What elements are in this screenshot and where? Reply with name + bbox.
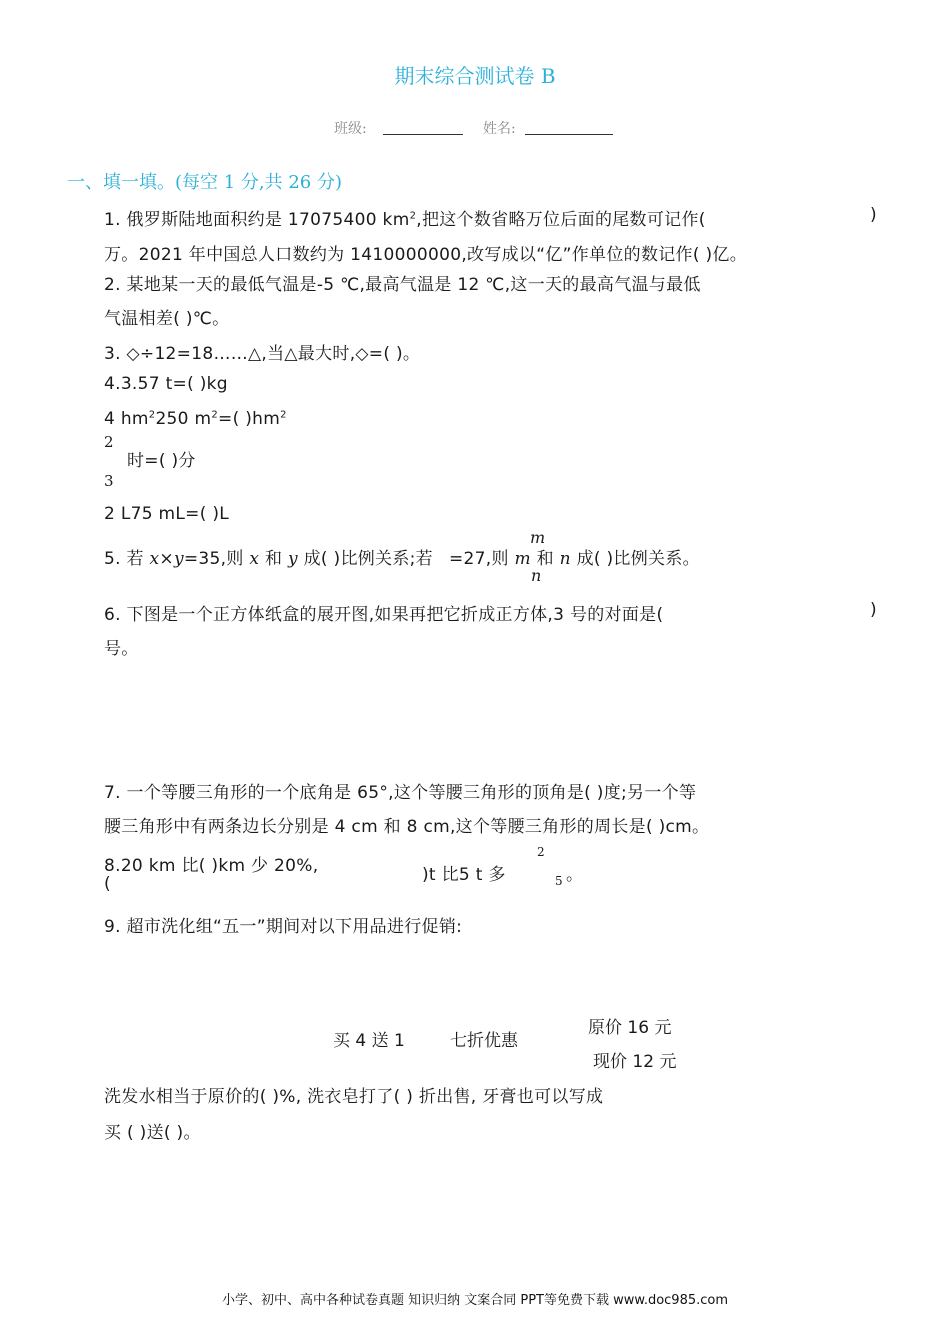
q4-text-b: 250 m — [155, 409, 212, 429]
q4-fraction-numerator: 2 — [104, 433, 114, 451]
section-heading: 一、填一填。(每空 1 分,共 26 分) — [67, 172, 343, 193]
q5-var-y2: y — [287, 549, 298, 569]
q1-text-a: 1. 俄罗斯陆地面积约是 17075400 km — [104, 210, 410, 230]
question-6-line-1: 6. 下图是一个正方体纸盒的展开图,如果再把它折成正方体,3 号的对面是( — [104, 605, 664, 625]
question-5 — [104, 544, 700, 569]
question-4-line-1: 4.3.57 t=( )kg — [104, 374, 228, 394]
q5-text-g: 成( )比例关系。 — [570, 549, 700, 569]
q8-end: 。 — [566, 865, 584, 885]
q5-text-b: =35,则 — [183, 549, 250, 569]
question-8-part-b: )t 比5 t 多 — [422, 865, 506, 885]
q5-text-e: =27,则 — [448, 549, 515, 569]
name-blank[interactable] — [525, 134, 613, 135]
page-title: 期末综合测试卷 B — [394, 64, 556, 88]
question-9-answer-line-2: 买 ( )送( )。 — [104, 1123, 201, 1143]
class-label: 班级: — [334, 121, 367, 137]
q4-sup-3: 2 — [280, 409, 287, 421]
q5-fraction-n: n — [531, 566, 542, 585]
promo-original-price: 原价 16 元 — [588, 1018, 672, 1038]
question-1-line-1 — [104, 205, 706, 230]
q5-var-x2: x — [249, 549, 260, 569]
q4-sup-1: 2 — [148, 409, 156, 421]
q4-fraction-denominator: 3 — [104, 472, 114, 490]
q5-var-n2: n — [559, 549, 571, 569]
q4-text-a: 4 hm — [104, 409, 149, 429]
q5-times: × — [159, 549, 174, 569]
promo-buy-give: 买 4 送 1 — [333, 1031, 405, 1051]
q5-var-x: x — [149, 549, 160, 569]
q5-text-a: 5. 若 — [104, 549, 150, 569]
q8-fraction-numerator: 2 — [537, 845, 545, 859]
q5-var-y: y — [173, 549, 184, 569]
q5-text-f: 和 — [530, 549, 560, 569]
q6-close-paren: ) — [870, 600, 877, 620]
class-blank[interactable] — [383, 134, 463, 135]
q1-sup: 2 — [409, 210, 417, 222]
question-2-line-1: 2. 某地某一天的最低气温是-5 ℃,最高气温是 12 ℃,这一天的最高气温与最低 — [104, 275, 701, 295]
q1-close-paren: ) — [870, 205, 877, 225]
name-label: 姓名: — [483, 121, 516, 137]
q5-var-m2: m — [514, 549, 531, 569]
q4-text-c: =( )hm — [218, 409, 281, 429]
question-7-line-1: 7. 一个等腰三角形的一个底角是 65°,这个等腰三角形的顶角是( )度;另一个等 — [104, 783, 697, 803]
question-4-line-2 — [104, 409, 287, 429]
q4-sup-2: 2 — [211, 409, 219, 421]
question-8-part-a: 8.20 km 比( )km 少 20%, — [104, 856, 319, 876]
q1-text-b: ,把这个数省略万位后面的尾数可记作( — [416, 210, 706, 230]
q8-open-paren: ( — [104, 874, 111, 894]
promo-current-price: 现价 12 元 — [593, 1052, 677, 1072]
footer-text: 小学、初中、高中各种试卷真题 知识归纳 文案合同 PPT等免费下载 www.doc985.com — [221, 1293, 729, 1308]
question-3: 3. ◇÷12=18……△,当△最大时,◇=( )。 — [104, 344, 421, 364]
question-7-line-2: 腰三角形中有两条边长分别是 4 cm 和 8 cm,这个等腰三角形的周长是( )cm。 — [104, 817, 710, 837]
question-6-line-2: 号。 — [104, 639, 139, 659]
q5-fraction-m: m — [530, 528, 546, 547]
question-4-line-4: 2 L75 mL=( )L — [104, 504, 230, 524]
question-4-line-3: 时=( )分 — [127, 451, 196, 471]
question-2-line-2: 气温相差( )℃。 — [104, 309, 230, 329]
q8-fraction-denominator: 5 — [555, 874, 563, 888]
question-9-answer-line-1: 洗发水相当于原价的( )%, 洗衣皂打了( ) 折出售, 牙膏也可以写成 — [104, 1087, 604, 1107]
promo-discount: 七折优惠 — [450, 1031, 518, 1051]
question-9: 9. 超市洗化组“五一”期间对以下用品进行促销: — [104, 917, 463, 937]
question-1-line-2: 万。2021 年中国总人口数约为 1410000000,改写成以“亿”作单位的数记作( )亿。 — [104, 245, 748, 265]
q5-text-d: 成( )比例关系;若 — [297, 549, 433, 569]
q5-text-c: 和 — [259, 549, 288, 569]
